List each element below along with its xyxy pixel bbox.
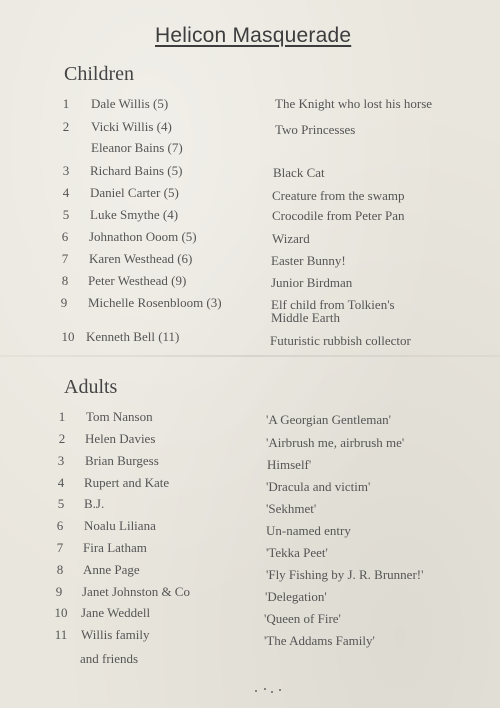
entry-number: 11 [54,627,68,642]
entrant-name: Richard Bains (5) [90,163,183,178]
entrant-name: Jane Weddell [81,605,151,620]
entrant-name: Anne Page [83,562,140,577]
costume-title: The Knight who lost his horse [275,96,433,111]
adults-entry [0,585,500,605]
costume-title: 'Fly Fishing by J. R. Brunner!' [266,567,424,582]
adults-entry [0,432,500,452]
costume-title: Junior Birdman [271,275,353,290]
entrant-name: Brian Burgess [85,453,159,468]
entrant-name: Tom Nanson [86,409,153,424]
entrant-name: Michelle Rosenbloom (3) [88,295,222,310]
ink-specks [255,688,285,694]
page-title: Helicon Masquerade [155,24,352,47]
costume-title: Crocodile from Peter Pan [272,208,405,223]
entry-number: 3 [57,453,65,468]
entry-number: 6 [56,518,64,533]
entrant-name: Peter Westhead (9) [88,273,187,288]
children-entry [0,208,500,228]
entrant-name-second: Eleanor Bains (7) [91,140,183,155]
entry-number: 7 [61,251,69,266]
entrant-name: Luke Smythe (4) [90,207,179,222]
adults-entry [0,563,500,583]
children-entry [0,252,500,272]
adults-entry [0,410,500,430]
entry-number: 5 [62,207,70,222]
entrant-name: Johnathon Ooom (5) [89,229,197,244]
entrant-name: Rupert and Kate [84,475,170,490]
entrant-name: Vicki Willis (4) [91,119,172,134]
children-entry [0,230,500,250]
entry-number: 1 [62,96,70,111]
costume-title: Wizard [272,231,310,246]
entrant-name: Noalu Liliana [84,518,156,533]
entry-number: 3 [62,163,70,178]
entrant-name: Willis family [81,627,150,642]
costume-title: Black Cat [273,165,325,180]
children-entry [0,274,500,294]
adults-entry [0,476,500,496]
entry-number: 6 [61,229,69,244]
costume-title: Un-named entry [266,523,351,538]
children-entry [0,330,500,350]
adults-heading: Adults [64,376,118,398]
children-entry [0,119,500,155]
adults-entry [0,497,500,517]
costume-title-second-line: Middle Earth [271,310,340,325]
children-entry [0,164,500,184]
costume-title: 'The Addams Family' [264,633,375,648]
costume-title: Futuristic rubbish collector [270,333,411,348]
entrant-name: Dale Willis (5) [91,96,169,111]
adults-entry [0,541,500,561]
adults-entry [0,606,500,626]
children-entry [0,97,500,117]
costume-title: Easter Bunny! [271,253,346,268]
costume-title: 'Dracula and victim' [266,479,371,494]
entry-number: 10 [54,605,68,620]
entry-number: 2 [58,431,66,446]
costume-title: 'Sekhmet' [266,501,317,516]
entrant-name: B.J. [84,496,105,511]
costume-title: Creature from the swamp [272,188,405,203]
costume-title: 'A Georgian Gentleman' [266,412,392,427]
adults-entry [0,454,500,474]
entry-number: 9 [55,584,63,599]
entry-number: 8 [56,562,64,577]
entrant-name: Helen Davies [85,431,156,446]
entry-number: 4 [57,475,65,490]
children-entry [0,295,500,325]
entrant-name: Daniel Carter (5) [90,185,179,200]
entry-number: 9 [60,295,68,310]
entry-number: 7 [56,540,64,555]
costume-title: Elf child from Tolkien's [271,297,395,312]
costume-title: 'Queen of Fire' [264,611,341,626]
costume-title: Two Princesses [275,122,356,137]
entry-number: 1 [58,409,66,424]
entrant-name: Karen Westhead (6) [89,251,193,266]
costume-title: Himself' [267,457,312,472]
entrant-name: Janet Johnston & Co [82,584,190,599]
entry-number: 8 [61,273,69,288]
entrant-name-second: and friends [80,651,139,666]
paper-fold-line [0,355,500,357]
entry-number: 5 [57,496,65,511]
costume-title: 'Delegation' [265,589,327,604]
costume-title: 'Airbrush me, airbrush me' [266,435,405,450]
children-heading: Children [64,63,134,85]
entry-number: 2 [62,119,70,134]
entrant-name: Kenneth Bell (11) [86,329,180,344]
adults-entry [0,627,500,666]
entry-number: 10 [61,329,75,344]
costume-title: 'Tekka Peet' [266,545,328,560]
children-entry [0,186,500,206]
entrant-name: Fira Latham [83,540,147,555]
adults-entry [0,519,500,539]
entry-number: 4 [62,185,70,200]
